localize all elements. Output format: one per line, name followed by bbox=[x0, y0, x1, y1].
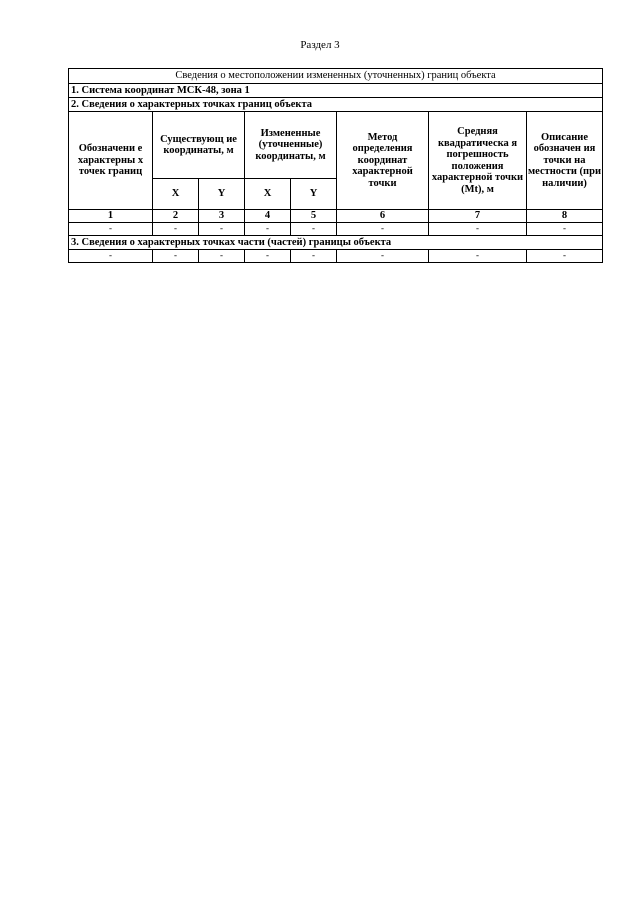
table-cell: - bbox=[245, 250, 291, 263]
header-method: Метод определения координат характерной точки bbox=[337, 112, 429, 210]
header-x-changed: X bbox=[245, 179, 291, 210]
table-cell: - bbox=[337, 250, 429, 263]
section-title: Раздел 3 bbox=[300, 39, 340, 51]
column-number: 4 bbox=[245, 210, 291, 223]
header-description: Описание обозначен ия точки на местности (при наличии) bbox=[527, 112, 603, 210]
parts-section-row: 3. Сведения о характерных точках части (частей) границы объекта bbox=[69, 236, 603, 250]
column-number: 1 bbox=[69, 210, 153, 223]
table-cell: - bbox=[199, 223, 245, 236]
column-number: 7 bbox=[429, 210, 527, 223]
table-cell: - bbox=[527, 223, 603, 236]
table-cell: - bbox=[291, 250, 337, 263]
points-section-row: 2. Сведения о характерных точках границ объекта bbox=[69, 98, 603, 112]
table-cell: - bbox=[153, 250, 199, 263]
boundary-table bbox=[68, 68, 603, 263]
table-cell: - bbox=[429, 223, 527, 236]
column-number: 2 bbox=[153, 210, 199, 223]
column-number: 6 bbox=[337, 210, 429, 223]
header-mean-error: Средняя квадратическа я погрешность положения характерной точки (Mt), м bbox=[429, 112, 527, 210]
table-cell: - bbox=[199, 250, 245, 263]
column-number: 8 bbox=[527, 210, 603, 223]
table-cell: - bbox=[527, 250, 603, 263]
table-cell: - bbox=[69, 223, 153, 236]
header-point-designation: Обозначени е характерны х точек границ bbox=[69, 112, 153, 210]
table-cell: - bbox=[429, 250, 527, 263]
table-caption: Сведения о местоположении измененных (уточненных) границ объекта bbox=[69, 69, 603, 84]
header-y-changed: Y bbox=[291, 179, 337, 210]
header-existing-coords: Существующ ие координаты, м bbox=[153, 112, 245, 179]
header-y-existing: Y bbox=[199, 179, 245, 210]
column-number: 3 bbox=[199, 210, 245, 223]
table-cell: - bbox=[69, 250, 153, 263]
table-cell: - bbox=[337, 223, 429, 236]
table-cell: - bbox=[291, 223, 337, 236]
column-number: 5 bbox=[291, 210, 337, 223]
header-changed-coords: Измененные (уточненные) координаты, м bbox=[245, 112, 337, 179]
coordinate-system-row: 1. Система координат МСК-48, зона 1 bbox=[69, 84, 603, 98]
table-cell: - bbox=[245, 223, 291, 236]
header-x-existing: X bbox=[153, 179, 199, 210]
table-cell: - bbox=[153, 223, 199, 236]
